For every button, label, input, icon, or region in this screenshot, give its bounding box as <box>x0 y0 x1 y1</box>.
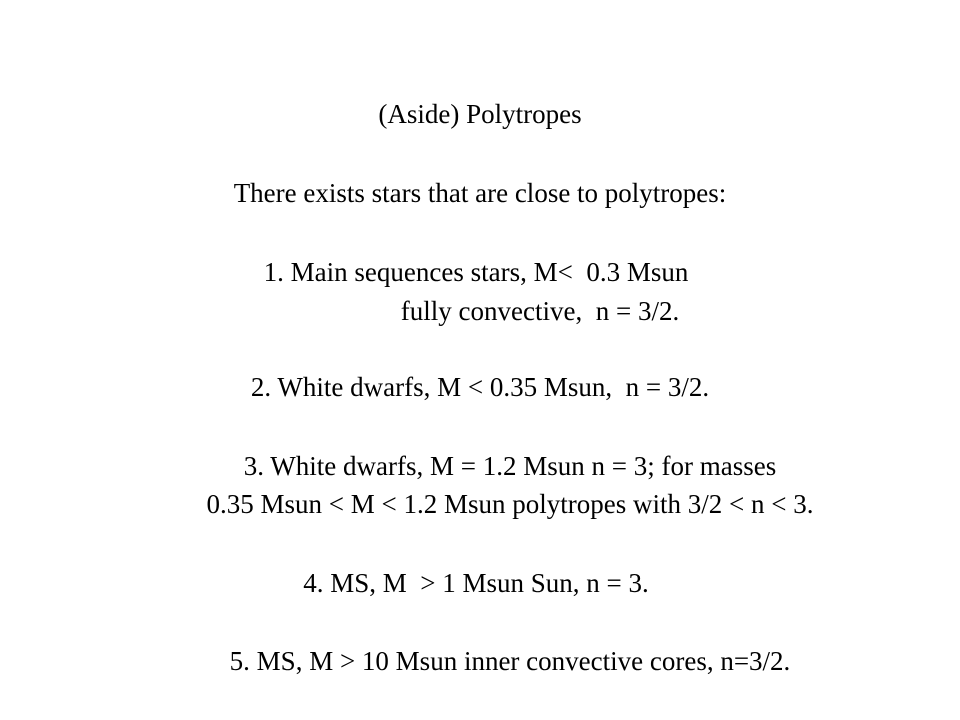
item-1-line-1: 1. Main sequences stars, M< 0.3 Msun <box>263 257 689 287</box>
item-1-line-2: fully convective, n = 3/2. <box>400 296 680 326</box>
slide-title: (Aside) Polytropes <box>378 99 582 129</box>
intro-text: There exists stars that are close to polytropes: <box>233 178 727 208</box>
item-2-line-1: 2. White dwarfs, M < 0.35 Msun, n = 3/2. <box>250 372 710 402</box>
item-5-line-1: 5. MS, M > 10 Msun inner convective cores, n=3/2. <box>229 646 791 676</box>
item-3-line-1: 3. White dwarfs, M = 1.2 Msun n = 3; for masses <box>243 451 777 481</box>
item-3-line-2: 0.35 Msun < M < 1.2 Msun polytropes with 3/2 < n < 3. <box>206 489 814 519</box>
item-4-line-1: 4. MS, M > 1 Msun Sun, n = 3. <box>303 568 649 598</box>
